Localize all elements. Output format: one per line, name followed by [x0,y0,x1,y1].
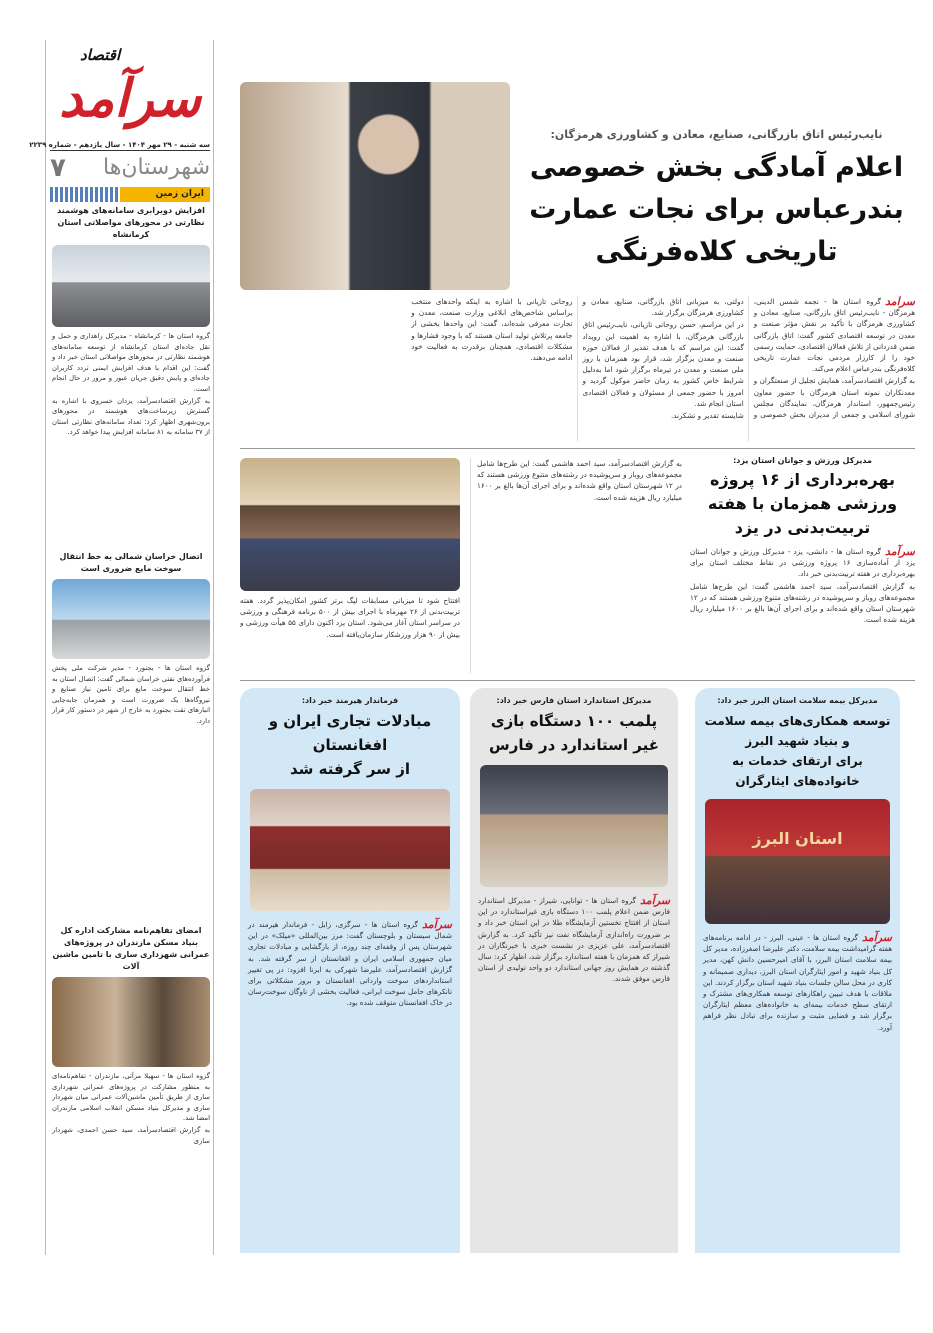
sidebar-story [52,205,210,551]
pipeline-photo [52,579,210,659]
border-trucks-photo [250,789,450,911]
lead-header [518,128,915,288]
box-headline: مبادلات تجاری ایران و افغانستان از سر گرفته شد [268,712,432,778]
signature-logo: سرآمد [884,296,915,308]
story-title: امضای تفاهم‌نامه مشارکت اداره کل بنیاد مسکن مازندران در پروژه‌های عمرانی شهرداری ساری با تامین ماشین آلات [52,926,210,971]
sidebar-story [52,925,210,1147]
box-headline: توسعه همکاری‌های بیمه سلامت و بنیاد شهید البرز برای ارتقای خدمات به خانواده‌های ایثارگران [704,714,891,788]
box-kicker: مدیرکل استاندارد استان فارس خبر داد: [496,696,652,705]
section-title: شهرستان‌ها [103,155,210,180]
box-body: سرآمد گروه استان ها - توانایی، شیراز - مدیرکل استاندارد فارس ضمن اعلام پلمب ۱۰۰ دستگاه بازی غیراستاندارد در این استان از افتتاح نخستین آزمایشگاه طلا در این استان خبر داد و بر ضرورت راه‌اندازی آزمایشگاه نفت نیز تأکید کرد. به گزارش اقتصادسرآمد، علی عزیزی در نشست خبری با خبرنگاران در شیراز که همزمان با هفته استاندارد برگزار شد، اظهار کرد: سال گذشته در همایش روز جهانی استاندارد دو واحد تولیدی از استان فارس موفق شدند. [478,894,670,984]
left-rule [45,40,46,1255]
alborz-photo [705,799,890,924]
box-body: سرآمد گروه استان ها - عینی، البرز - در ادامه برنامه‌های هفته گرامیداشت بیمه سلامت، دکتر علیرضا اصغرزاده، مدیر کل بیمه سلامت استان البرز، با آقای امیرحسین دانش کهن، مدیر کل بنیاد شهید و امور ایثارگران استان البرز، دیداری صمیمانه و کاری در محل سالن جلسات بنیاد شهید استان برگزار کردند. این ملاقات با هدف تبیین راهکارهای توسعه همکاری‌های مشترک و ارتقای سطح خدمات بیمه‌ای به خانواده‌های معظم ایثارگران برگزار شد و فضایی مثبت و سازنده برای تبادل نظر فراهم آورد. [703,931,892,1032]
band-label: ایران زمین [120,187,210,202]
alborz-box [695,688,900,1253]
box-kicker: فرماندار هیرمند خبر داد: [301,696,399,705]
story-body: گروه استان ها - سهیلا مرآتی، مازندران - تفاهم‌نامه‌ای به منظور مشارکت در پروژه‌های عمرانی شهرداری ساری از طریق تأمین ماشین‌آلات عمرانی میان شهردار ساری و مدیرکل بنیاد مسکن انقلاب اسلامی مازندران امضا شد. به گزارش اقتصادسرآمد، سید حسن احمدی، شهردار ساری [52,1072,210,1145]
yazd-body-b: به گزارش اقتصادسرآمد، سید احمد هاشمی گفت: این طرح‌ها شامل مجموعه‌های روباز و سرپوشیده در رشته‌های متنوع ورزشی هستند که در ۱۲ شهرستان استان واقع شده‌اند و برای اجرای آن‌ها بالغ بر ۱۶۰۰ میلیارد ریال هزینه شده است. [470,458,682,673]
signature-logo: سرآمد [884,545,915,558]
story-body: گروه استان ها - بجنورد - مدیر شرکت ملی پخش فرآورده‌های نفتی خراسان شمالی گفت: اتصال استان به خط انتقال سوخت مایع برای تامین نیاز صنایع و نیروگاه‌ها یک ضرورت است و همزمان جابه‌جایی انبارهای نفت بجنورد به خارج از شهر در دستور کار قرار دارد. [52,664,210,725]
dateline: سه شنبه - ۲۹ مهر ۱۴۰۴ - سال یازدهم - شماره ۲۲۳۹ [29,141,210,149]
lead-photo [240,82,510,290]
banner-text: استان البرز [752,829,843,848]
box-body: سرآمد گروه استان ها - سرگزی، زابل - فرماندار هیرمند در شمال سیستان و بلوچستان گفت: مرز بین‌المللی «میلک» در این شهرستان پس از وقفه‌ای چند روزه، از بازگشایی و مبادلات تجاری میان جمهوری اسلامی ایران و افغانستان از سر گرفته شد. به گزارش اقتصادسرآمد، علیرضا شهرکی به ایرنا افزود: در پی تغییر استانداردهای سوخت وارداتی افغانستان و بروز مشکلاتی برای تانکرهای حامل سوخت ایرانی، فعالیت بخشی از ناوگان سوخت‌رسان در خاک افغانستان متوقف شده بود. [248,918,452,1008]
lead-body: سرآمد گروه استان ها - نجمه شمس الدینی، هرمزگان - نایب‌رئیس اتاق بازرگانی، صنایع، معادن و کشاورزی هرمزگان با تأکید بر نقش مؤثر صنعت و معدن در توسعه اقتصادی کشور گفت: اتاق بازرگانی ضمن قدردانی از تلاش فعالان اقتصادی، حمایت رسمی خود را از کارزار مردمی نجات عمارت تاریخی کلاه‌فرنگی بندرعباس اعلام می‌کند. به گزارش اقتصادسرآمد، همایش تجلیل از صنعتگران و معدنکاران نمونه استان هرمزگان با حضور معاون رئیس‌جمهور، استاندار هرمزگان، نمایندگان مجلس شورای اسلامی و جمعی از مدیران بخش خصوصی و دولتی، به میزبانی اتاق بازرگانی، صنایع، معادن و کشاورزی هرمزگان برگزار شد. در این مراسم، حسن روحانی تازیانی، نایب‌رئیس اتاق بازرگانی هرمزگان، با اشاره به اهمیت این رویداد گفت: این مراسم که با هدف تقدیر از فعالان حوزه صنعت و معدن برگزار شد، قرار بود همزمان با روز ملی صنعت و معدن در تیرماه برگزار شود اما به‌دلیل شرایط خاص کشور به زمان حاضر موکول گردید و امروز با حضور جمعی از مسئولان و فعالان اقتصادی استان انجام شد. شایسته تقدیر و تشکرند. روحانی تازیانی با اشاره به اینکه واحدهای منتخب براساس شاخص‌های ابلاغی وزارت صنعت، معدن و تجارت معرفی شده‌اند، گفت: این واحدها بخشی از جامعه پرتلاش تولید استان هستند که با وجود فشارها و مشکلات اقتصادی، همچنان برقدرت به فعالیت خود ادامه می‌دهند. [411,296,915,421]
lead-headline: اعلام آمادگی بخش خصوصی بندرعباس برای نجات عمارت تاریخی کلاه‌فرنگی [529,152,904,267]
yazd-kicker: مدیرکل ورزش و جوانان استان یزد: [733,456,872,465]
yazd-main [690,456,915,676]
signing-photo [52,977,210,1067]
sidebar-rule [213,40,214,1255]
fars-box [470,688,678,1253]
page-number: ۷ [50,153,66,183]
hirmand-box [240,688,460,1253]
highway-photo [52,245,210,327]
signature-logo: سرآمد [861,931,892,944]
yazd-body-a: سرآمد گروه استان ها - دانشی، یزد - مدیرکل ورزش و جوانان استان یزد از آماده‌سازی ۱۶ پروژه ورزشی در نقاط مختلف استان برای بهره‌برداری در هفته تربیت‌بدنی خبر داد. به گزارش اقتصادسرآمد، سید احمد هاشمی گفت: این طرح‌ها شامل مجموعه‌های روباز و سرپوشیده در رشته‌های متنوع ورزشی هستند که در ۱۲ شهرستان استان واقع شده‌اند و برای اجرای آن‌ها بالغ بر ۱۶۰۰ میلیارد ریال هزینه شده است. [690,545,915,625]
sidebar-story [52,551,210,925]
lead-kicker: نایب‌رئیس اتاق بازرگانی، صنایع، معادن و کشاورزی هرمزگان: [550,128,883,141]
section-header [50,152,210,184]
box-kicker: مدیرکل بیمه سلامت استان البرز خبر داد: [717,696,878,705]
yazd-caption: افتتاح شود تا میزبانی مسابقات لیگ برتر کشور امکان‌پذیر گردد. هفته تربیت‌بدنی از ۲۶ مهرماه با اجرای بیش از ۵۰۰ برنامه فرهنگی و ورزشی در سراسر استان آغاز می‌شود. استان یزد اکنون دارای ۵۵ هیأت ورزشی و بیش از ۹۰ هزار ورزشکار سازمان‌یافته است. [240,596,460,639]
band-stripes [50,187,120,202]
yazd-meeting-photo [240,458,460,591]
sidebar [52,205,210,1147]
section-band [50,187,210,202]
logo-small: اقتصاد [80,46,121,64]
yazd-headline: بهره‌برداری از ۱۶ پروژه ورزشی همزمان با هفته تربیت‌بدنی در یزد [707,470,898,537]
story-title: افزایش دوبرابری سامانه‌های هوشمند نظارتی در محورهای مواصلاتی استان کرمانشاه [57,206,205,239]
signature-logo: سرآمد [421,918,452,931]
fars-press-photo [480,765,668,887]
divider [240,680,915,681]
signature-logo: سرآمد [639,894,670,907]
story-body: گروه استان ها - کرمانشاه - مدیرکل راهداری و حمل و نقل جاده‌ای استان کرمانشاه از توسعه سامانه‌های هوشمند نظارتی در محورهای مواصلاتی استان خبر داد و گفت: این اقدام با هدف افزایش ایمنی تردد کاربران جاده‌ای و پایش دقیق جریان عبور و مرور در حال انجام است. به گزارش اقتصادسرآمد، یزدان خسروی با اشاره به گسترش زیرساخت‌های هوشمند در محورهای برون‌شهری اظهار کرد: تعداد سامانه‌های نظارتی استان از ۳۷ سامانه به ۸۱ سامانه افزایش پیدا خواهد کرد. [52,332,210,437]
logo-main: سرآمد [59,69,201,129]
divider [240,448,915,449]
box-headline: پلمب ۱۰۰ دستگاه بازی غیر استاندارد در فارس [489,712,659,754]
story-title: اتصال خراسان شمالی به خط انتقال سوخت مایع ضروری است [59,552,203,573]
masthead-logo [50,46,210,138]
